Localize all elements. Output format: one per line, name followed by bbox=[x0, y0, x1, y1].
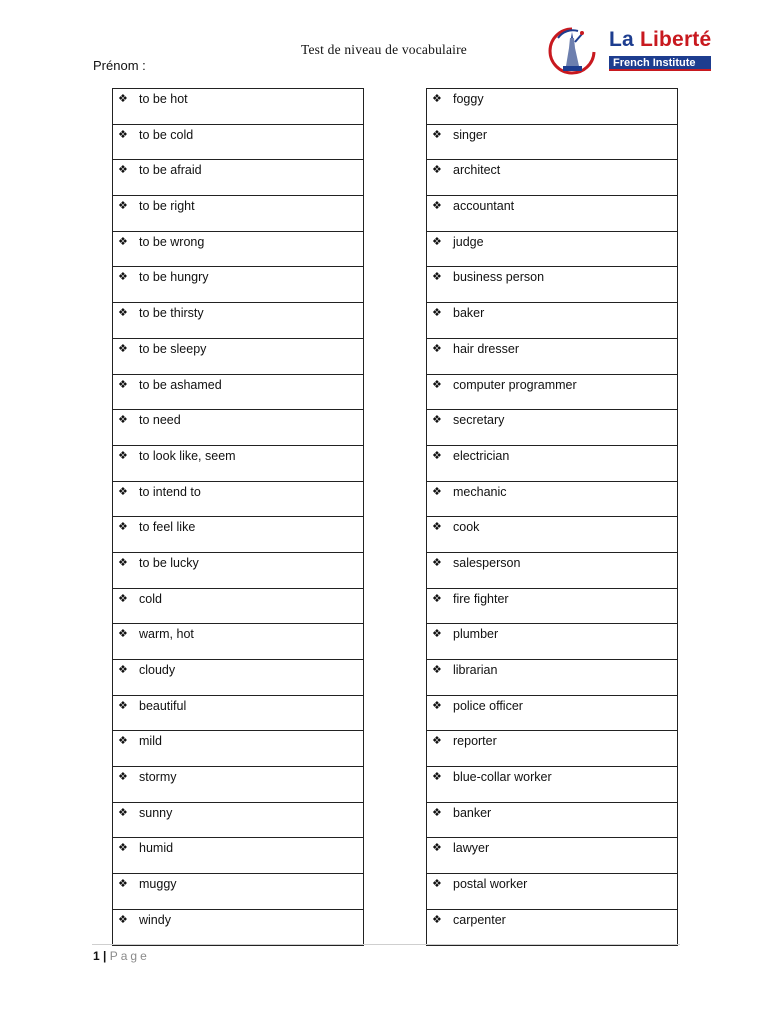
bullet-diamond-icon: ❖ bbox=[432, 591, 442, 605]
vocab-term: to be cold bbox=[139, 127, 194, 142]
bullet-diamond-icon: ❖ bbox=[432, 92, 442, 105]
vocab-term: cloudy bbox=[139, 663, 176, 677]
vocab-row bbox=[112, 696, 364, 732]
logo-subtitle: French Institute bbox=[609, 56, 711, 71]
vocab-row bbox=[112, 125, 364, 161]
bullet-diamond-icon: ❖ bbox=[432, 413, 442, 427]
vocab-row bbox=[426, 874, 678, 910]
bullet-diamond-icon: ❖ bbox=[118, 92, 128, 105]
vocab-term: to be wrong bbox=[139, 234, 205, 249]
vocab-term: foggy bbox=[453, 92, 484, 106]
vocab-row bbox=[426, 267, 678, 303]
vocab-row bbox=[426, 196, 678, 232]
vocab-row bbox=[426, 375, 678, 411]
page-label: Page bbox=[109, 949, 150, 963]
bullet-diamond-icon: ❖ bbox=[432, 841, 442, 855]
vocab-term: warm, hot bbox=[139, 627, 194, 642]
vocab-term: reporter bbox=[453, 734, 497, 749]
right-vocabulary-table bbox=[426, 88, 678, 946]
vocab-term: muggy bbox=[139, 877, 177, 892]
page-number: 1 bbox=[93, 949, 100, 963]
vocab-term: lawyer bbox=[453, 841, 490, 856]
vocab-term: stormy bbox=[139, 770, 177, 785]
vocab-term: windy bbox=[139, 912, 171, 927]
bullet-diamond-icon: ❖ bbox=[432, 555, 442, 569]
bullet-diamond-icon: ❖ bbox=[432, 770, 442, 784]
vocab-row bbox=[112, 339, 364, 375]
bullet-diamond-icon: ❖ bbox=[118, 127, 128, 141]
vocab-term: to be ashamed bbox=[139, 377, 222, 392]
name-field-label: Prénom : bbox=[93, 58, 146, 73]
footer-divider bbox=[92, 944, 680, 945]
vocab-term: to be right bbox=[139, 199, 195, 214]
vocab-term: electrician bbox=[453, 448, 510, 463]
vocab-row bbox=[112, 910, 364, 946]
bullet-diamond-icon: ❖ bbox=[118, 306, 128, 320]
footer-separator: | bbox=[103, 949, 107, 963]
vocab-row bbox=[112, 89, 364, 125]
bullet-diamond-icon: ❖ bbox=[118, 734, 128, 748]
vocab-row bbox=[426, 339, 678, 375]
vocab-row bbox=[112, 803, 364, 839]
bullet-diamond-icon: ❖ bbox=[118, 448, 128, 462]
vocab-row bbox=[112, 553, 364, 589]
vocab-row bbox=[426, 838, 678, 874]
vocab-row bbox=[112, 589, 364, 625]
vocab-row bbox=[112, 410, 364, 446]
logo-wordmark bbox=[609, 28, 711, 52]
vocab-term: baker bbox=[453, 306, 485, 321]
vocab-row bbox=[426, 767, 678, 803]
vocab-row bbox=[426, 731, 678, 767]
bullet-diamond-icon: ❖ bbox=[118, 413, 128, 427]
bullet-diamond-icon: ❖ bbox=[432, 127, 442, 141]
bullet-diamond-icon: ❖ bbox=[118, 627, 128, 641]
vocab-row bbox=[426, 125, 678, 161]
vocab-row bbox=[112, 517, 364, 553]
bullet-diamond-icon: ❖ bbox=[432, 698, 442, 712]
vocab-term: cold bbox=[139, 591, 162, 606]
bullet-diamond-icon: ❖ bbox=[432, 377, 442, 391]
bullet-diamond-icon: ❖ bbox=[118, 912, 128, 926]
statue-of-liberty-icon bbox=[548, 26, 596, 76]
vocab-row bbox=[112, 482, 364, 518]
bullet-diamond-icon: ❖ bbox=[118, 199, 128, 213]
vocab-row bbox=[112, 303, 364, 339]
vocab-term: sunny bbox=[139, 805, 173, 820]
vocab-row bbox=[426, 589, 678, 625]
vocab-term: plumber bbox=[453, 627, 499, 642]
bullet-diamond-icon: ❖ bbox=[432, 484, 442, 498]
bullet-diamond-icon: ❖ bbox=[432, 520, 442, 534]
vocab-term: computer programmer bbox=[453, 377, 577, 392]
vocab-term: judge bbox=[453, 234, 484, 249]
vocab-term: cook bbox=[453, 520, 480, 535]
vocab-row bbox=[426, 660, 678, 696]
logo-word-la: La bbox=[609, 28, 634, 51]
vocab-row bbox=[112, 731, 364, 767]
vocab-term: to be lucky bbox=[139, 555, 199, 570]
bullet-diamond-icon: ❖ bbox=[118, 591, 128, 605]
bullet-diamond-icon: ❖ bbox=[118, 663, 128, 676]
bullet-diamond-icon: ❖ bbox=[118, 877, 128, 891]
logo-word-liberte: Liberté bbox=[639, 28, 712, 51]
vocab-term: to need bbox=[139, 413, 181, 428]
vocab-row bbox=[112, 232, 364, 268]
bullet-diamond-icon: ❖ bbox=[432, 199, 442, 213]
vocab-term: to intend to bbox=[139, 484, 201, 499]
bullet-diamond-icon: ❖ bbox=[432, 877, 442, 891]
vocab-row bbox=[112, 660, 364, 696]
bullet-diamond-icon: ❖ bbox=[432, 163, 442, 177]
vocab-term: humid bbox=[139, 841, 174, 856]
bullet-diamond-icon: ❖ bbox=[432, 341, 442, 355]
vocab-term: mild bbox=[139, 734, 162, 749]
bullet-diamond-icon: ❖ bbox=[432, 912, 442, 926]
vocab-term: beautiful bbox=[139, 698, 187, 713]
bullet-diamond-icon: ❖ bbox=[432, 663, 442, 676]
vocab-term: to be thirsty bbox=[139, 306, 204, 321]
bullet-diamond-icon: ❖ bbox=[432, 270, 442, 284]
la-liberte-logo bbox=[548, 26, 718, 78]
vocab-row bbox=[112, 196, 364, 232]
bullet-diamond-icon: ❖ bbox=[118, 770, 128, 784]
vocab-term: secretary bbox=[453, 413, 505, 428]
vocab-term: carpenter bbox=[453, 912, 506, 927]
bullet-diamond-icon: ❖ bbox=[432, 306, 442, 320]
bullet-diamond-icon: ❖ bbox=[118, 555, 128, 569]
vocab-row bbox=[426, 482, 678, 518]
vocab-row bbox=[112, 267, 364, 303]
vocab-row bbox=[112, 446, 364, 482]
vocab-term: blue-collar worker bbox=[453, 770, 552, 785]
bullet-diamond-icon: ❖ bbox=[432, 805, 442, 819]
vocab-term: police officer bbox=[453, 698, 523, 713]
document-title: Test de niveau de vocabulaire bbox=[300, 42, 468, 57]
vocab-term: postal worker bbox=[453, 877, 528, 892]
vocab-term: to be hungry bbox=[139, 270, 209, 285]
vocab-row bbox=[112, 767, 364, 803]
bullet-diamond-icon: ❖ bbox=[118, 698, 128, 712]
vocab-row bbox=[426, 803, 678, 839]
vocab-row bbox=[426, 624, 678, 660]
vocab-term: to feel like bbox=[139, 520, 196, 535]
page-footer bbox=[93, 949, 150, 963]
bullet-diamond-icon: ❖ bbox=[118, 520, 128, 534]
vocab-term: to be sleepy bbox=[139, 341, 207, 356]
bullet-diamond-icon: ❖ bbox=[118, 841, 128, 855]
vocab-row bbox=[426, 910, 678, 946]
bullet-diamond-icon: ❖ bbox=[432, 734, 442, 748]
vocab-row bbox=[426, 89, 678, 125]
vocab-term: accountant bbox=[453, 199, 515, 214]
vocab-term: singer bbox=[453, 127, 488, 142]
bullet-diamond-icon: ❖ bbox=[118, 270, 128, 284]
vocab-row bbox=[112, 874, 364, 910]
vocab-term: business person bbox=[453, 270, 545, 285]
vocab-term: mechanic bbox=[453, 484, 507, 499]
vocab-term: to be hot bbox=[139, 92, 188, 106]
vocab-row bbox=[426, 696, 678, 732]
vocab-row bbox=[426, 303, 678, 339]
vocab-row bbox=[112, 375, 364, 411]
vocab-term: architect bbox=[453, 163, 501, 178]
vocab-row bbox=[112, 838, 364, 874]
bullet-diamond-icon: ❖ bbox=[118, 341, 128, 355]
vocab-row bbox=[112, 160, 364, 196]
vocab-row bbox=[426, 517, 678, 553]
vocab-term: to be afraid bbox=[139, 163, 202, 178]
bullet-diamond-icon: ❖ bbox=[432, 448, 442, 462]
bullet-diamond-icon: ❖ bbox=[118, 234, 128, 248]
bullet-diamond-icon: ❖ bbox=[118, 484, 128, 498]
bullet-diamond-icon: ❖ bbox=[118, 805, 128, 819]
vocab-row bbox=[426, 232, 678, 268]
left-vocabulary-table bbox=[112, 88, 364, 946]
vocab-term: to look like, seem bbox=[139, 448, 236, 463]
vocab-term: salesperson bbox=[453, 555, 521, 570]
vocab-row bbox=[426, 446, 678, 482]
vocab-term: librarian bbox=[453, 663, 498, 677]
vocab-term: fire fighter bbox=[453, 591, 509, 606]
vocab-row bbox=[426, 160, 678, 196]
bullet-diamond-icon: ❖ bbox=[118, 163, 128, 177]
bullet-diamond-icon: ❖ bbox=[118, 377, 128, 391]
vocab-row bbox=[112, 624, 364, 660]
vocab-row bbox=[426, 553, 678, 589]
bullet-diamond-icon: ❖ bbox=[432, 627, 442, 641]
vocab-term: hair dresser bbox=[453, 341, 519, 356]
vocab-term: banker bbox=[453, 805, 492, 820]
bullet-diamond-icon: ❖ bbox=[432, 234, 442, 248]
vocab-row bbox=[426, 410, 678, 446]
